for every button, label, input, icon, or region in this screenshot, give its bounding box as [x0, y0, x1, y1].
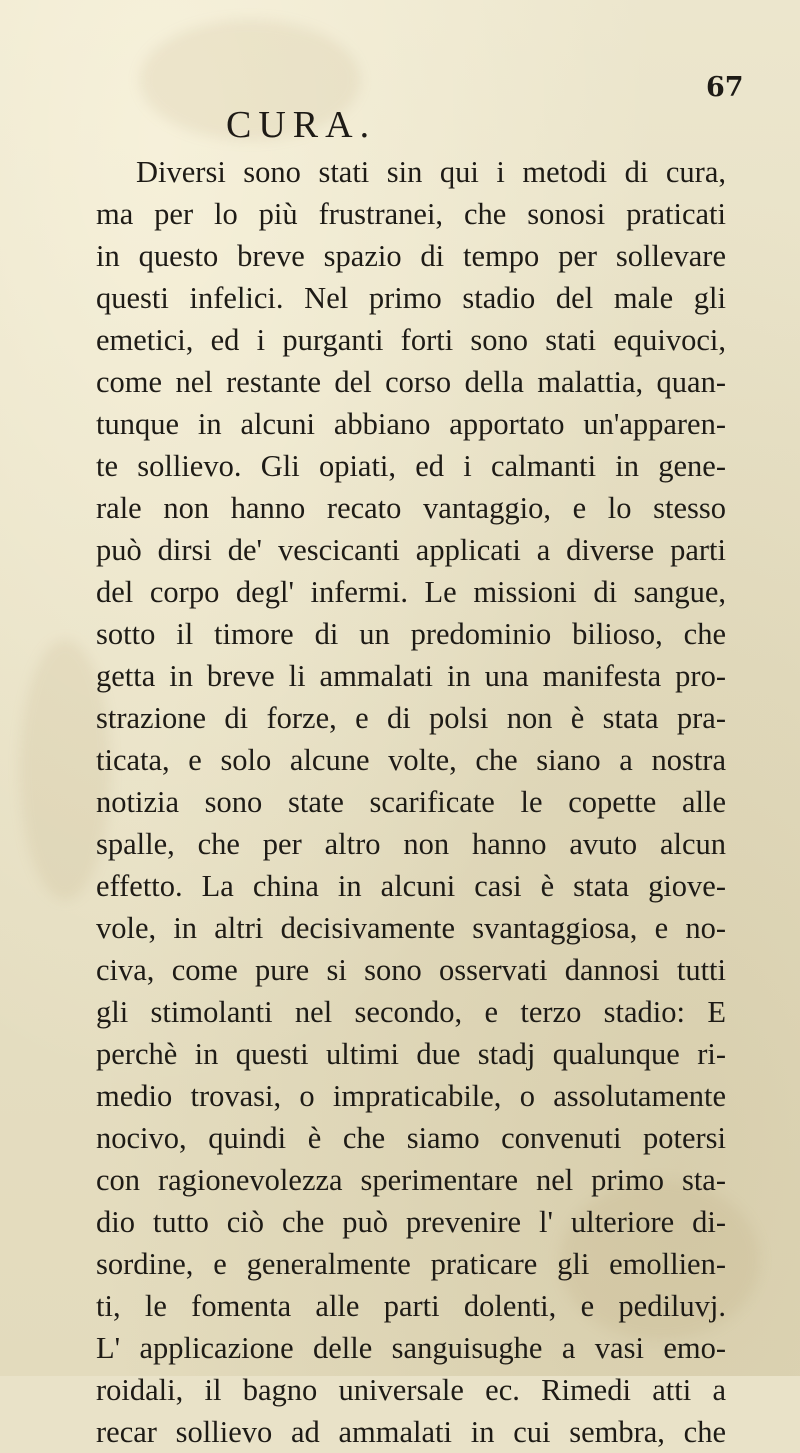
text-line: del corpo degl' infermi. Le missioni di sangue, [96, 575, 726, 609]
text-line: sordine, e generalmente praticare gli emollien- [96, 1247, 726, 1281]
text-line: civa, come pure si sono osservati dannosi tutti [96, 953, 726, 987]
text-line: L' applicazione delle sanguisughe a vasi emo- [96, 1331, 726, 1365]
text-line: in questo breve spazio di tempo per sollevare [96, 239, 726, 273]
text-line: emetici, ed i purganti forti sono stati equivoci, [96, 323, 726, 357]
text-line: come nel restante del corso della malattia, quan- [96, 365, 726, 399]
text-line: questi infelici. Nel primo stadio del male gli [96, 281, 726, 315]
text-line: roidali, il bagno universale ec. Rimedi atti a [96, 1373, 726, 1407]
text-line: ti, le fomenta alle parti dolenti, e pediluvj. [96, 1289, 726, 1323]
text-line: medio trovasi, o impraticabile, o assolutamente [96, 1079, 726, 1113]
text-line: sotto il timore di un predominio bilioso, che [96, 617, 726, 651]
text-line: ma per lo più frustranei, che sonosi praticati [96, 197, 726, 231]
text-line: ticata, e solo alcune volte, che siano a nostra [96, 743, 726, 777]
text-line: spalle, che per altro non hanno avuto alcun [96, 827, 726, 861]
text-line: perchè in questi ultimi due stadj qualunque ri- [96, 1037, 726, 1071]
text-line: recar sollievo ad ammalati in cui sembra, che [96, 1415, 726, 1449]
text-line: Diversi sono stati sin qui i metodi di cura, [136, 155, 726, 189]
text-line: può dirsi de' vescicanti applicati a diverse parti [96, 533, 726, 567]
body-text [96, 151, 726, 1453]
text-line: getta in breve li ammalati in una manifesta pro- [96, 659, 726, 693]
text-line: gli stimolanti nel secondo, e terzo stadio: E [96, 995, 726, 1029]
text-line: vole, in altri decisivamente svantaggiosa, e no- [96, 911, 726, 945]
text-line: effetto. La china in alcuni casi è stata giove- [96, 869, 726, 903]
text-line: notizia sono state scarificate le copette alle [96, 785, 726, 819]
text-line: con ragionevolezza sperimentare nel primo sta- [96, 1163, 726, 1197]
text-line: te sollievo. Gli opiati, ed i calmanti in gene- [96, 449, 726, 483]
section-heading: CURA. [226, 104, 377, 146]
text-line: rale non hanno recato vantaggio, e lo stesso [96, 491, 726, 525]
text-line: dio tutto ciò che può prevenire l' ulteriore di- [96, 1205, 726, 1239]
text-line: tunque in alcuni abbiano apportato un'apparen- [96, 407, 726, 441]
page-number: 67 [706, 72, 744, 103]
text-line: strazione di forze, e di polsi non è stata pra- [96, 701, 726, 735]
text-line: nocivo, quindi è che siamo convenuti potersi [96, 1121, 726, 1155]
